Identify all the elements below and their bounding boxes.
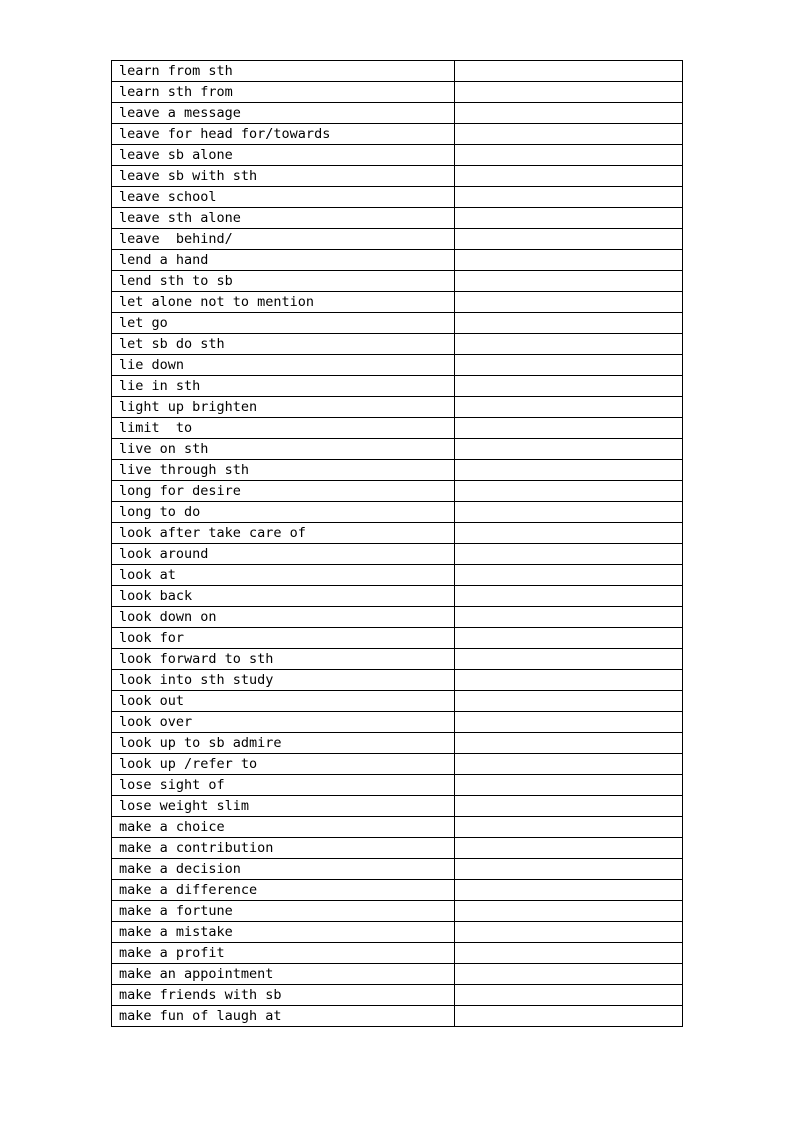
answer-cell[interactable]: [455, 943, 683, 964]
table-row: [112, 775, 683, 796]
table-row: [112, 376, 683, 397]
answer-cell[interactable]: [455, 544, 683, 565]
table-row: [112, 964, 683, 985]
vocab-table-body: [112, 61, 683, 1027]
answer-cell[interactable]: [455, 985, 683, 1006]
phrase-cell: live through sth: [112, 460, 455, 481]
table-row: [112, 817, 683, 838]
phrase-cell: leave a message: [112, 103, 455, 124]
table-row: [112, 649, 683, 670]
table-row: [112, 355, 683, 376]
answer-cell[interactable]: [455, 796, 683, 817]
answer-cell[interactable]: [455, 628, 683, 649]
table-row: [112, 166, 683, 187]
table-row: [112, 313, 683, 334]
phrase-cell: let alone not to mention: [112, 292, 455, 313]
table-row: [112, 922, 683, 943]
phrase-cell: look up /refer to: [112, 754, 455, 775]
phrase-cell: look around: [112, 544, 455, 565]
phrase-cell: leave sb with sth: [112, 166, 455, 187]
table-row: [112, 670, 683, 691]
phrase-cell: lie down: [112, 355, 455, 376]
answer-cell[interactable]: [455, 712, 683, 733]
answer-cell[interactable]: [455, 103, 683, 124]
table-row: [112, 460, 683, 481]
table-row: [112, 607, 683, 628]
table-row: [112, 502, 683, 523]
answer-cell[interactable]: [455, 124, 683, 145]
phrase-cell: look back: [112, 586, 455, 607]
phrase-cell: look down on: [112, 607, 455, 628]
phrase-cell: limit to: [112, 418, 455, 439]
answer-cell[interactable]: [455, 313, 683, 334]
answer-cell[interactable]: [455, 565, 683, 586]
answer-cell[interactable]: [455, 208, 683, 229]
answer-cell[interactable]: [455, 166, 683, 187]
answer-cell[interactable]: [455, 880, 683, 901]
answer-cell[interactable]: [455, 460, 683, 481]
table-row: [112, 61, 683, 82]
answer-cell[interactable]: [455, 250, 683, 271]
phrase-cell: make a choice: [112, 817, 455, 838]
phrase-cell: live on sth: [112, 439, 455, 460]
table-row: [112, 733, 683, 754]
phrase-cell: look over: [112, 712, 455, 733]
answer-cell[interactable]: [455, 229, 683, 250]
table-row: [112, 439, 683, 460]
table-row: [112, 481, 683, 502]
phrase-cell: make a difference: [112, 880, 455, 901]
vocab-table: [111, 60, 683, 1027]
phrase-cell: leave sb alone: [112, 145, 455, 166]
phrase-cell: lose weight slim: [112, 796, 455, 817]
phrase-cell: light up brighten: [112, 397, 455, 418]
table-row: [112, 334, 683, 355]
phrase-cell: leave school: [112, 187, 455, 208]
answer-cell[interactable]: [455, 334, 683, 355]
answer-cell[interactable]: [455, 859, 683, 880]
table-row: [112, 271, 683, 292]
answer-cell[interactable]: [455, 733, 683, 754]
answer-cell[interactable]: [455, 355, 683, 376]
answer-cell[interactable]: [455, 670, 683, 691]
answer-cell[interactable]: [455, 397, 683, 418]
phrase-cell: let sb do sth: [112, 334, 455, 355]
table-row: [112, 754, 683, 775]
answer-cell[interactable]: [455, 586, 683, 607]
table-row: [112, 943, 683, 964]
phrase-cell: make a contribution: [112, 838, 455, 859]
phrase-cell: make an appointment: [112, 964, 455, 985]
table-row: [112, 208, 683, 229]
phrase-cell: learn from sth: [112, 61, 455, 82]
answer-cell[interactable]: [455, 61, 683, 82]
answer-cell[interactable]: [455, 145, 683, 166]
table-row: [112, 565, 683, 586]
table-row: [112, 187, 683, 208]
answer-cell[interactable]: [455, 754, 683, 775]
answer-cell[interactable]: [455, 607, 683, 628]
table-row: [112, 985, 683, 1006]
table-row: [112, 250, 683, 271]
table-row: [112, 796, 683, 817]
phrase-cell: lose sight of: [112, 775, 455, 796]
phrase-cell: make a fortune: [112, 901, 455, 922]
answer-cell[interactable]: [455, 691, 683, 712]
answer-cell[interactable]: [455, 964, 683, 985]
table-row: [112, 838, 683, 859]
phrase-cell: make a decision: [112, 859, 455, 880]
table-row: [112, 901, 683, 922]
answer-cell[interactable]: [455, 922, 683, 943]
answer-cell[interactable]: [455, 376, 683, 397]
answer-cell[interactable]: [455, 775, 683, 796]
answer-cell[interactable]: [455, 502, 683, 523]
answer-cell[interactable]: [455, 292, 683, 313]
answer-cell[interactable]: [455, 838, 683, 859]
table-row: [112, 628, 683, 649]
table-row: [112, 124, 683, 145]
table-row: [112, 544, 683, 565]
phrase-cell: let go: [112, 313, 455, 334]
table-row: [112, 1006, 683, 1027]
answer-cell[interactable]: [455, 439, 683, 460]
table-row: [112, 82, 683, 103]
phrase-cell: long for desire: [112, 481, 455, 502]
answer-cell[interactable]: [455, 523, 683, 544]
phrase-cell: look forward to sth: [112, 649, 455, 670]
phrase-cell: make friends with sb: [112, 985, 455, 1006]
table-row: [112, 292, 683, 313]
phrase-cell: look out: [112, 691, 455, 712]
phrase-cell: leave sth alone: [112, 208, 455, 229]
answer-cell[interactable]: [455, 418, 683, 439]
table-row: [112, 103, 683, 124]
table-row: [112, 691, 683, 712]
phrase-cell: look into sth study: [112, 670, 455, 691]
table-row: [112, 586, 683, 607]
answer-cell[interactable]: [455, 187, 683, 208]
answer-cell[interactable]: [455, 901, 683, 922]
table-row: [112, 229, 683, 250]
phrase-cell: lend sth to sb: [112, 271, 455, 292]
phrase-cell: look for: [112, 628, 455, 649]
answer-cell[interactable]: [455, 271, 683, 292]
phrase-cell: make a profit: [112, 943, 455, 964]
table-row: [112, 145, 683, 166]
document-page: [111, 60, 682, 1027]
table-row: [112, 859, 683, 880]
answer-cell[interactable]: [455, 82, 683, 103]
answer-cell[interactable]: [455, 481, 683, 502]
phrase-cell: long to do: [112, 502, 455, 523]
answer-cell[interactable]: [455, 649, 683, 670]
phrase-cell: learn sth from: [112, 82, 455, 103]
phrase-cell: make fun of laugh at: [112, 1006, 455, 1027]
answer-cell[interactable]: [455, 1006, 683, 1027]
table-row: [112, 418, 683, 439]
phrase-cell: look at: [112, 565, 455, 586]
table-row: [112, 712, 683, 733]
phrase-cell: lend a hand: [112, 250, 455, 271]
answer-cell[interactable]: [455, 817, 683, 838]
phrase-cell: leave for head for/towards: [112, 124, 455, 145]
phrase-cell: lie in sth: [112, 376, 455, 397]
table-row: [112, 880, 683, 901]
phrase-cell: make a mistake: [112, 922, 455, 943]
table-row: [112, 397, 683, 418]
phrase-cell: look after take care of: [112, 523, 455, 544]
phrase-cell: leave behind/: [112, 229, 455, 250]
table-row: [112, 523, 683, 544]
phrase-cell: look up to sb admire: [112, 733, 455, 754]
